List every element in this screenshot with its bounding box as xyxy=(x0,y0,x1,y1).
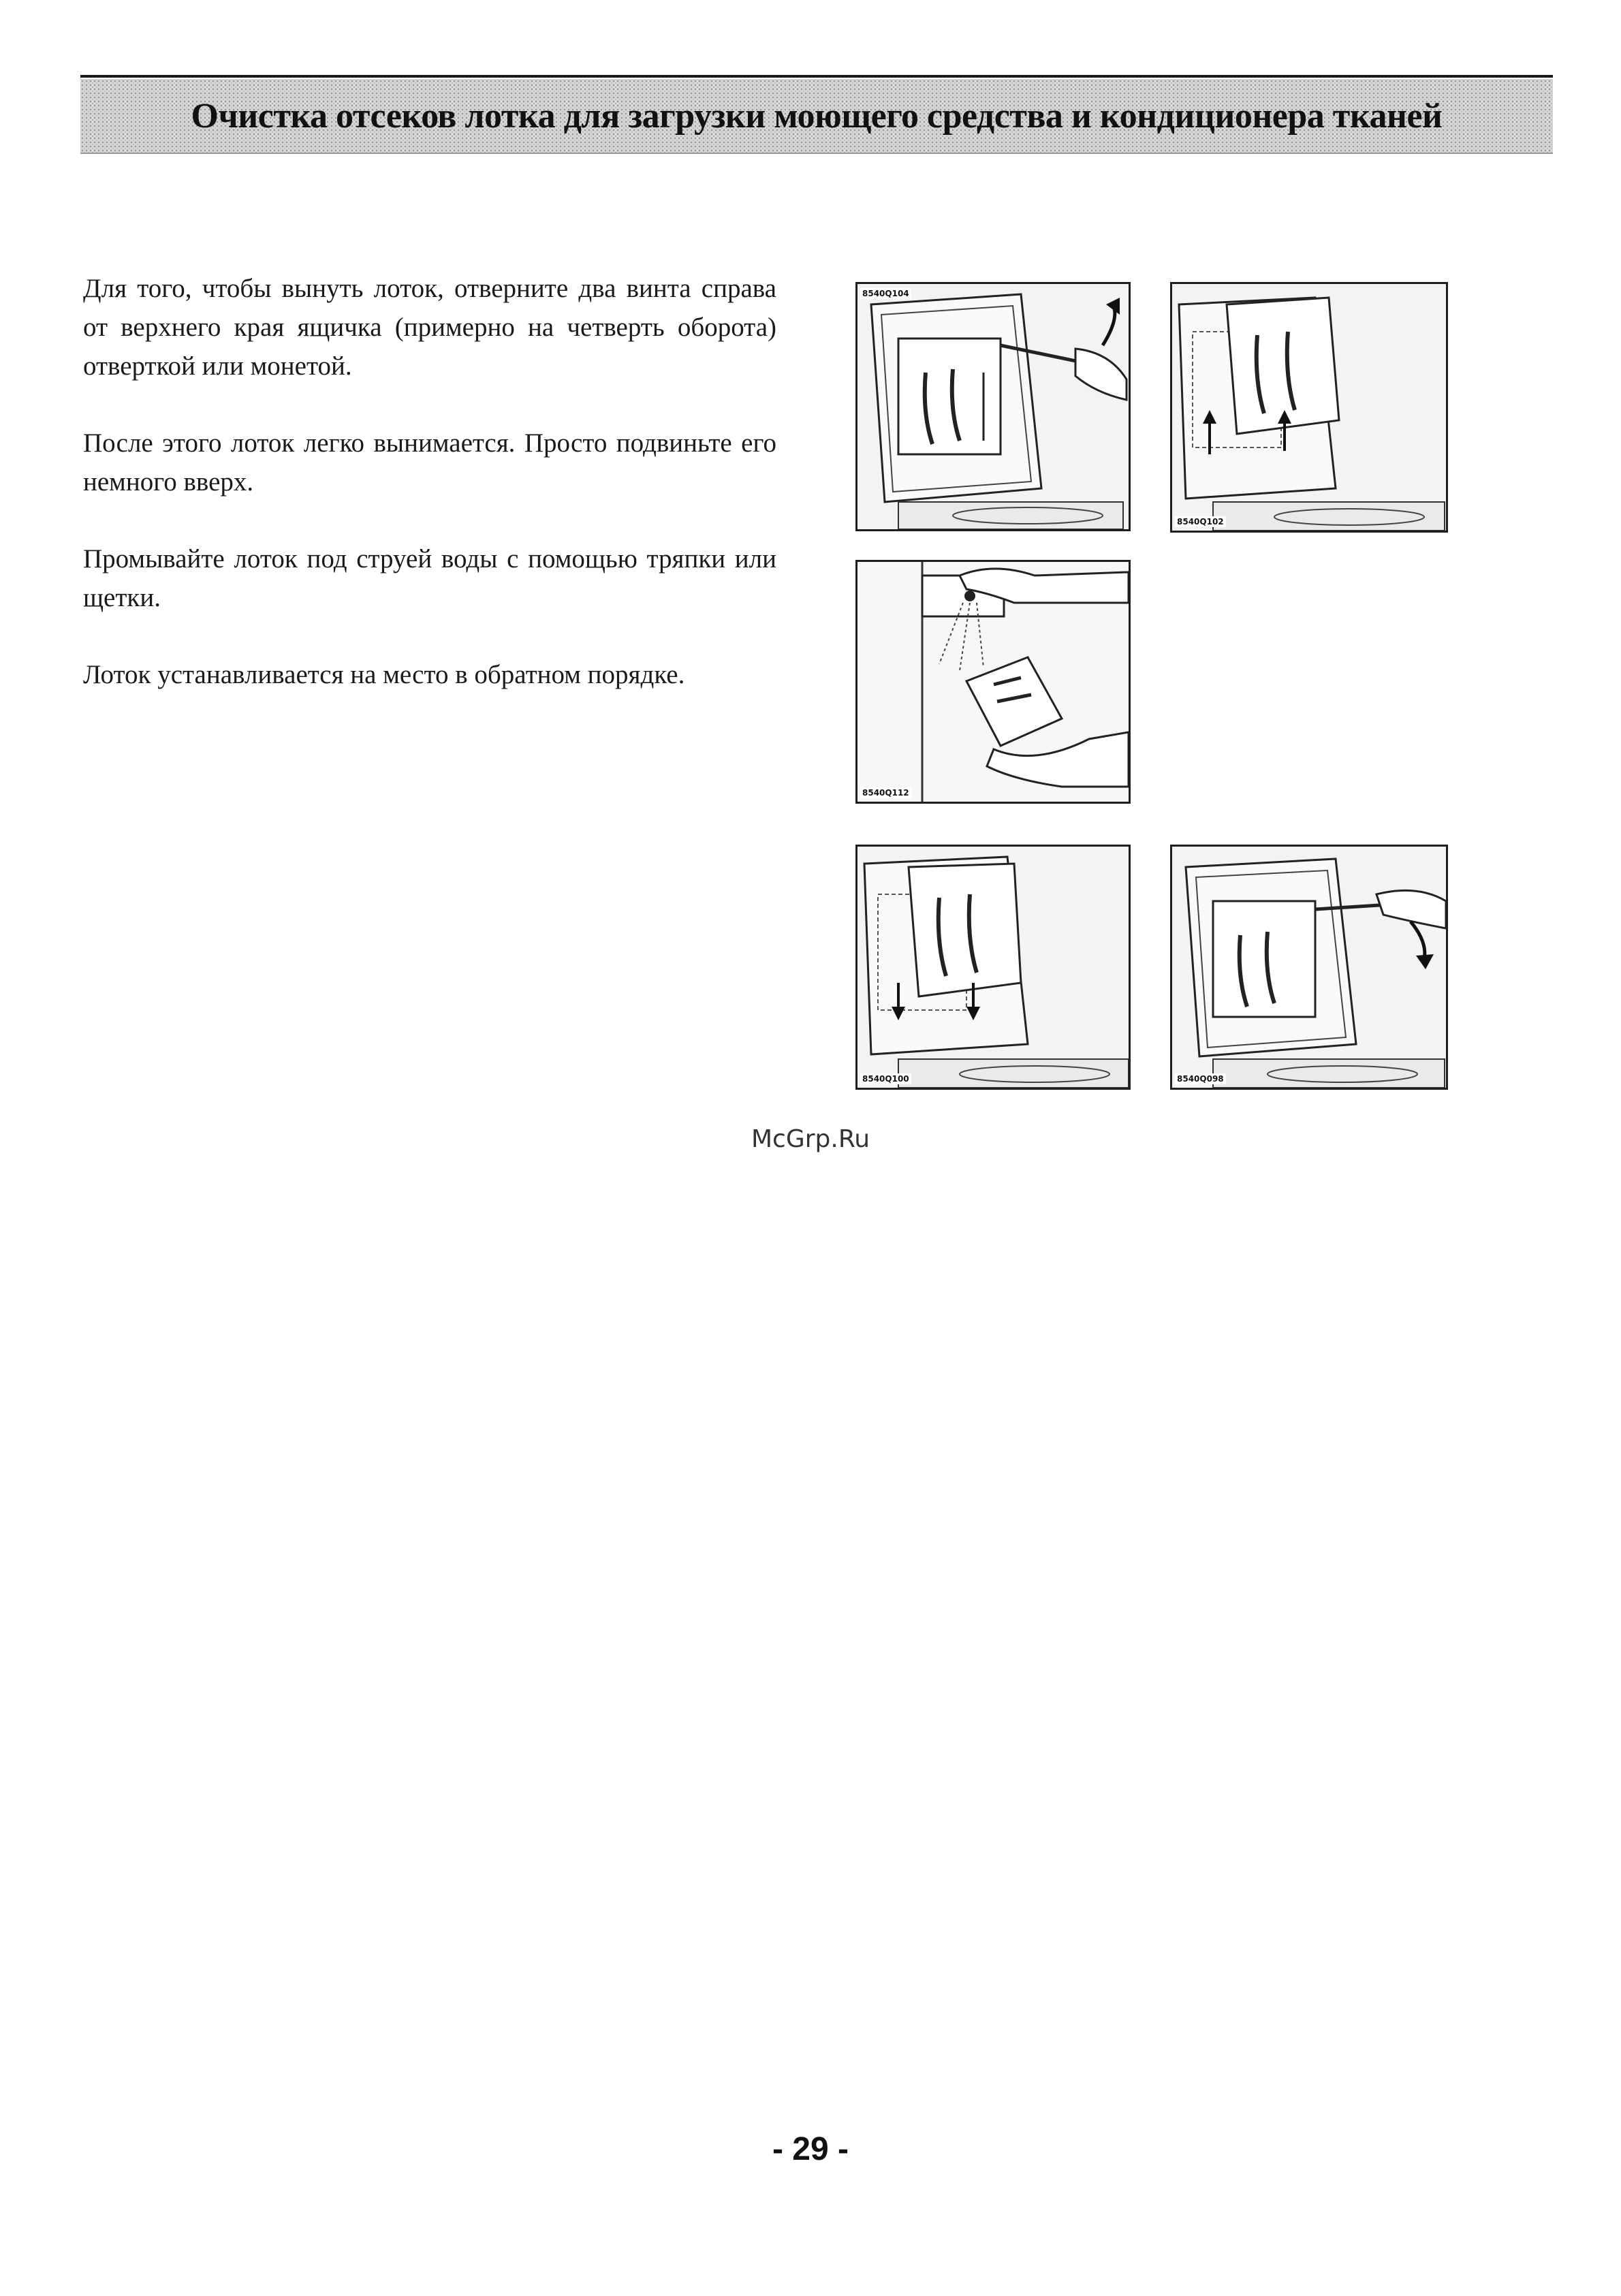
figure-code: 8540Q098 xyxy=(1175,1073,1226,1084)
instructions-text xyxy=(83,269,776,732)
paragraph-remove-screws: Для того, чтобы вынуть лоток, отверните два винта справа от верхнего края ящичка (примерно на четверть оборота) отверткой или монетой. xyxy=(83,274,776,381)
watermark: McGrp.Ru xyxy=(751,1125,870,1153)
section-title: Очистка отсеков лотка для загрузки моющего средства и кондиционера тканей xyxy=(191,96,1443,136)
figure-unscrew-tray xyxy=(855,282,1131,531)
figure-lift-tray xyxy=(1170,282,1448,533)
illustration-lift-out xyxy=(1172,284,1446,531)
figure-reinsert-tray xyxy=(855,845,1131,1090)
illustration-reinsert xyxy=(857,847,1129,1088)
illustration-screw-in xyxy=(1172,847,1446,1088)
section-header xyxy=(80,79,1553,154)
illustration-unscrew xyxy=(857,284,1129,529)
header-rule xyxy=(80,75,1553,78)
paragraph-lift-tray: После этого лоток легко вынимается. Просто подвиньте его немного вверх. xyxy=(83,428,776,497)
figure-code: 8540Q104 xyxy=(860,288,911,299)
figure-code: 8540Q112 xyxy=(860,787,911,798)
paragraph-wash-tray: Промывайте лоток под струей воды с помощью тряпки или щетки. xyxy=(83,544,776,612)
figure-code: 8540Q100 xyxy=(860,1073,911,1084)
paragraph-reinstall: Лоток устанавливается на место в обратном порядке. xyxy=(83,660,685,689)
figure-screw-tray xyxy=(1170,845,1448,1090)
figure-code: 8540Q102 xyxy=(1175,516,1226,527)
page-number: - 29 - xyxy=(772,2131,849,2167)
figure-rinse-tray xyxy=(855,560,1131,804)
illustration-rinse xyxy=(857,562,1129,802)
